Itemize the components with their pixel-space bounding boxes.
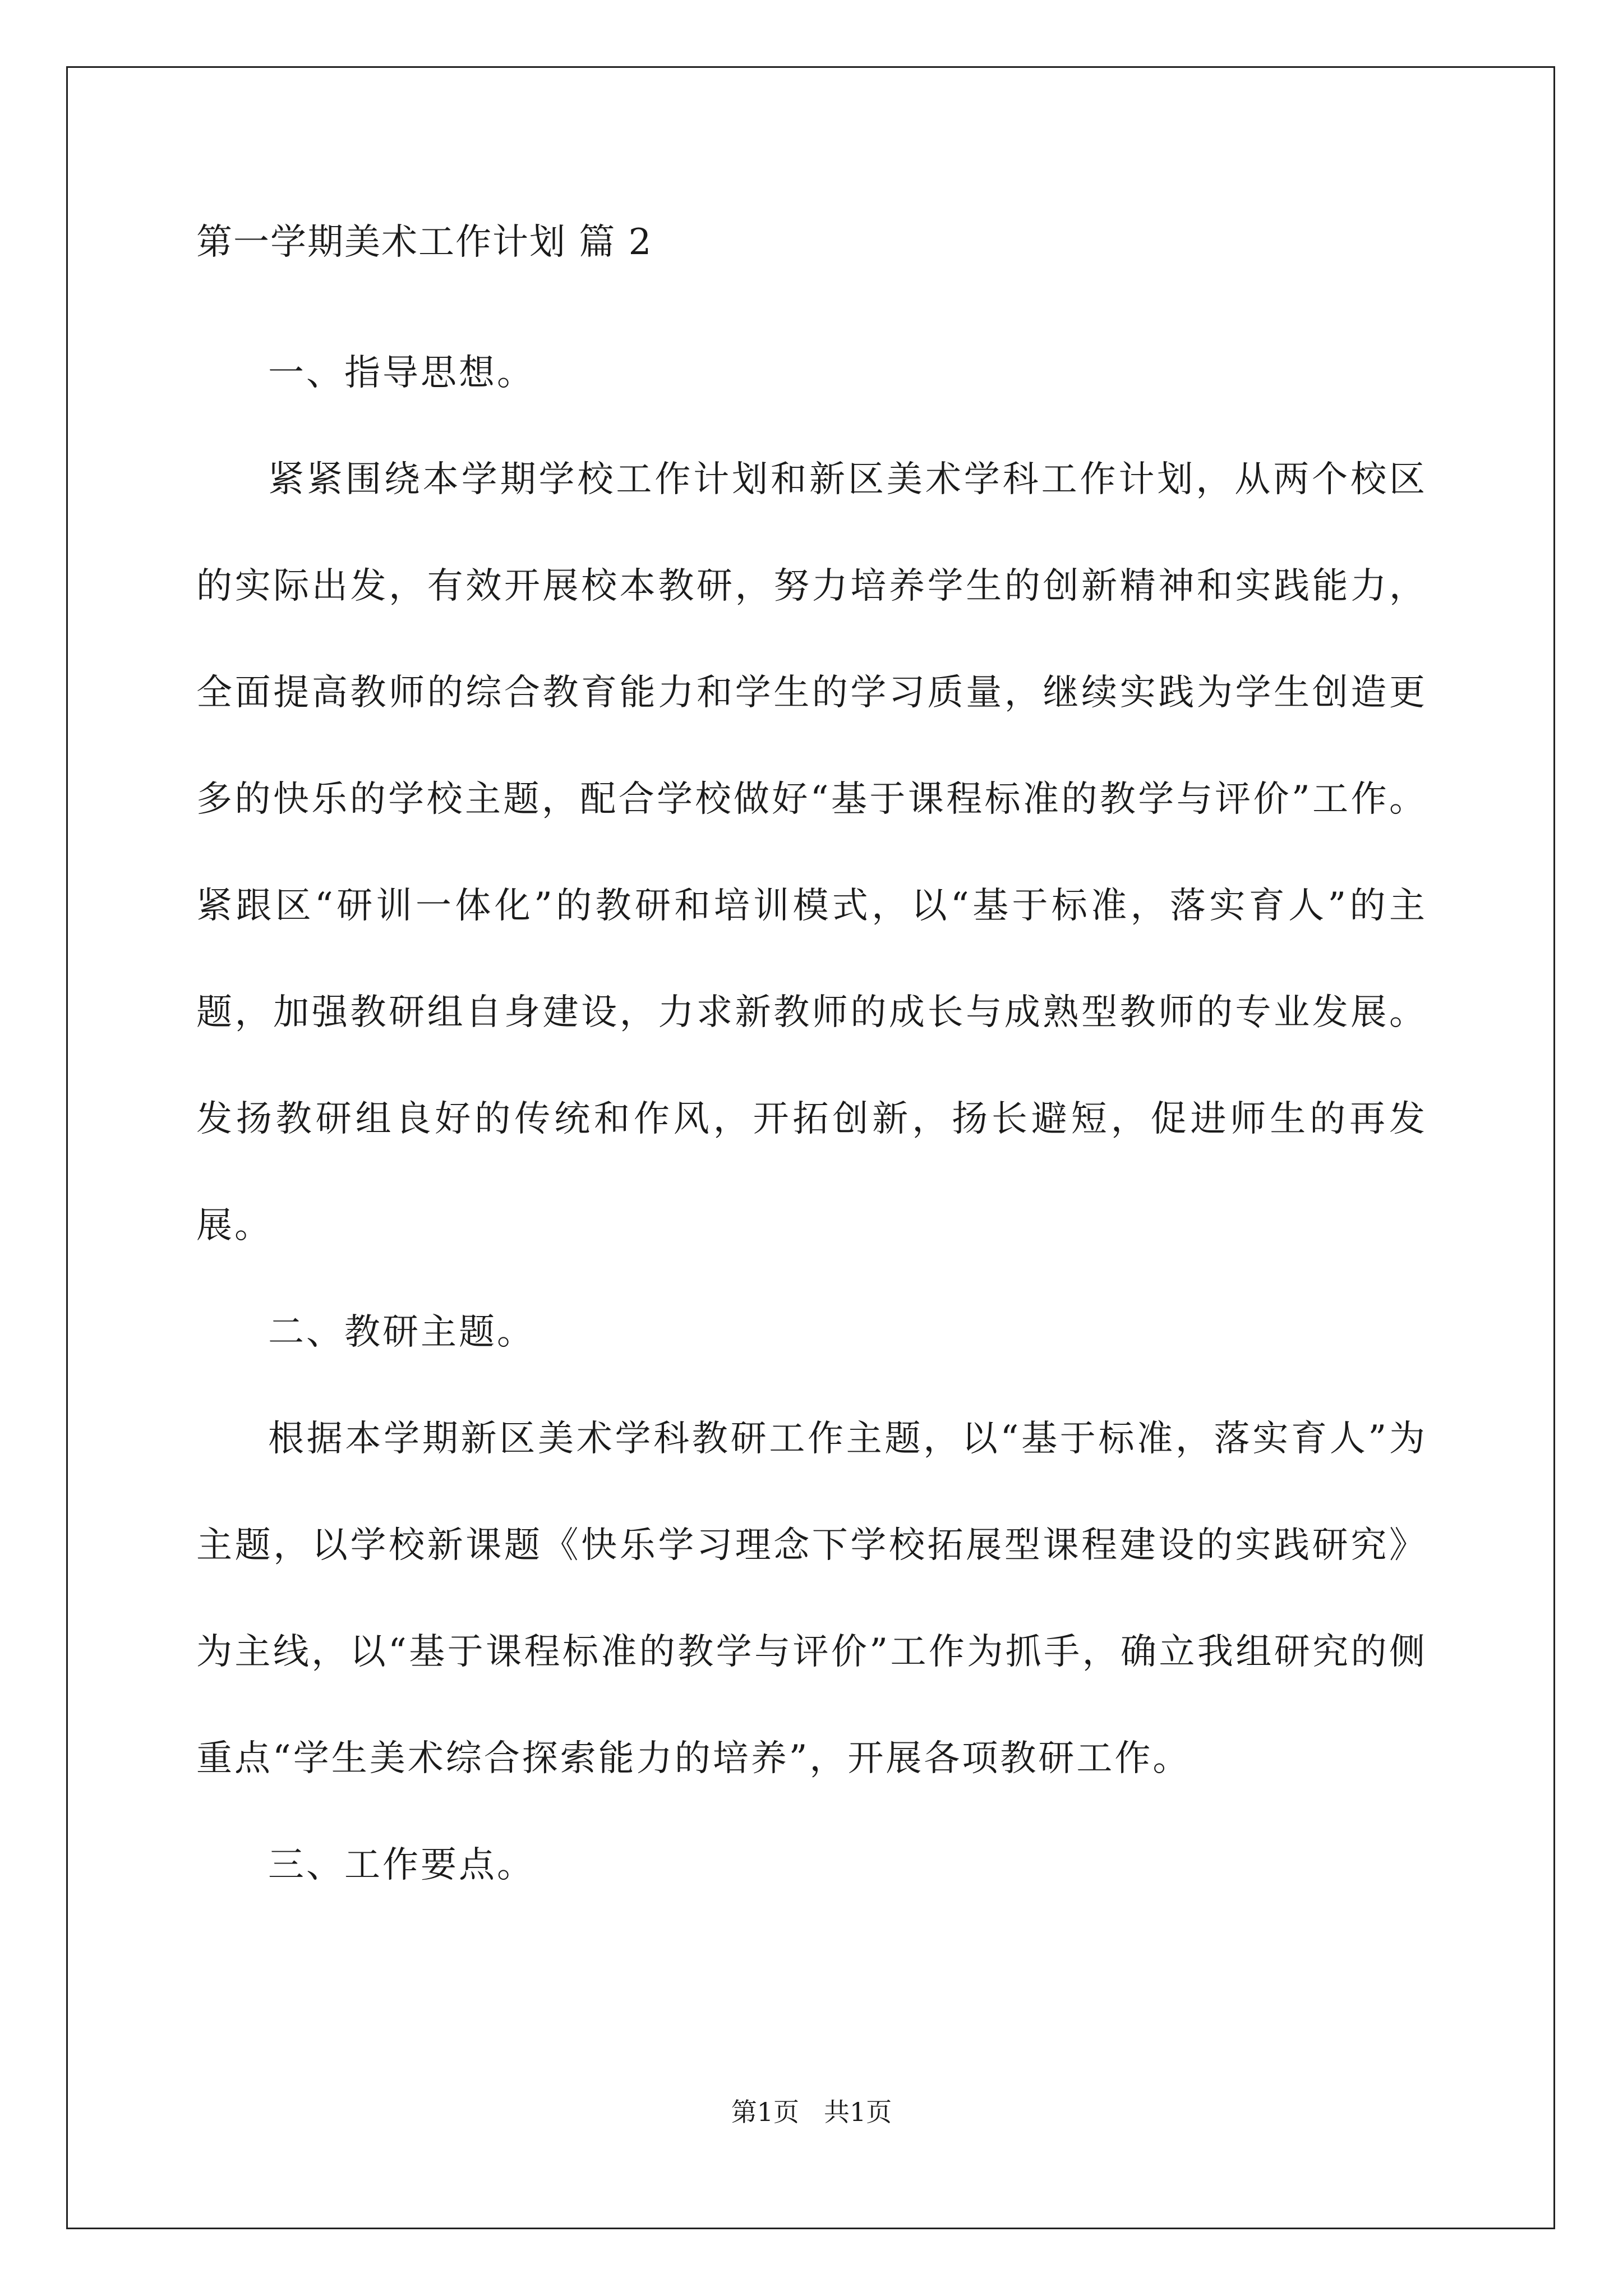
page-number-current: 第1页 <box>731 2097 799 2127</box>
paragraph-research-theme: 根据本学期新区美术学科教研工作主题，以“基于标准，落实育人”为主题，以学校新课题《快乐学习理念下学校拓展型课程建设的实践研究》为主线，以“基于课程标准的教学与评价”工作为抓手，确立我组研究的侧重点“学生美术综合探索能力的培养”，开展各项教研工作。 <box>196 1418 1427 1779</box>
document-body <box>196 213 1427 1918</box>
page-number-total: 共1页 <box>824 2097 892 2127</box>
document-title: 第一学期美术工作计划 篇 2 <box>196 222 653 263</box>
section-heading-research-theme: 二、教研主题。 <box>268 1312 535 1353</box>
page-footer <box>0 2095 1623 2129</box>
section-heading-work-points: 三、工作要点。 <box>268 1844 535 1886</box>
section-heading-guiding-ideology: 一、指导思想。 <box>268 352 535 394</box>
paragraph-guiding-ideology: 紧紧围绕本学期学校工作计划和新区美术学科工作计划，从两个校区的实际出发，有效开展校本教研，努力培养学生的创新精神和实践能力，全面提高教师的综合教育能力和学生的学习质量，继续实践为学生创造更多的快乐的学校主题，配合学校做好“基于课程标准的教学与评价”工作。紧跟区“研训一体化”的教研和培训模式，以“基于标准，落实育人”的主题，加强教研组自身建设，力求新教师的成长与成熟型教师的专业发展。发扬教研组良好的传统和作风，开拓创新，扬长避短，促进师生的再发展。 <box>196 459 1427 1246</box>
